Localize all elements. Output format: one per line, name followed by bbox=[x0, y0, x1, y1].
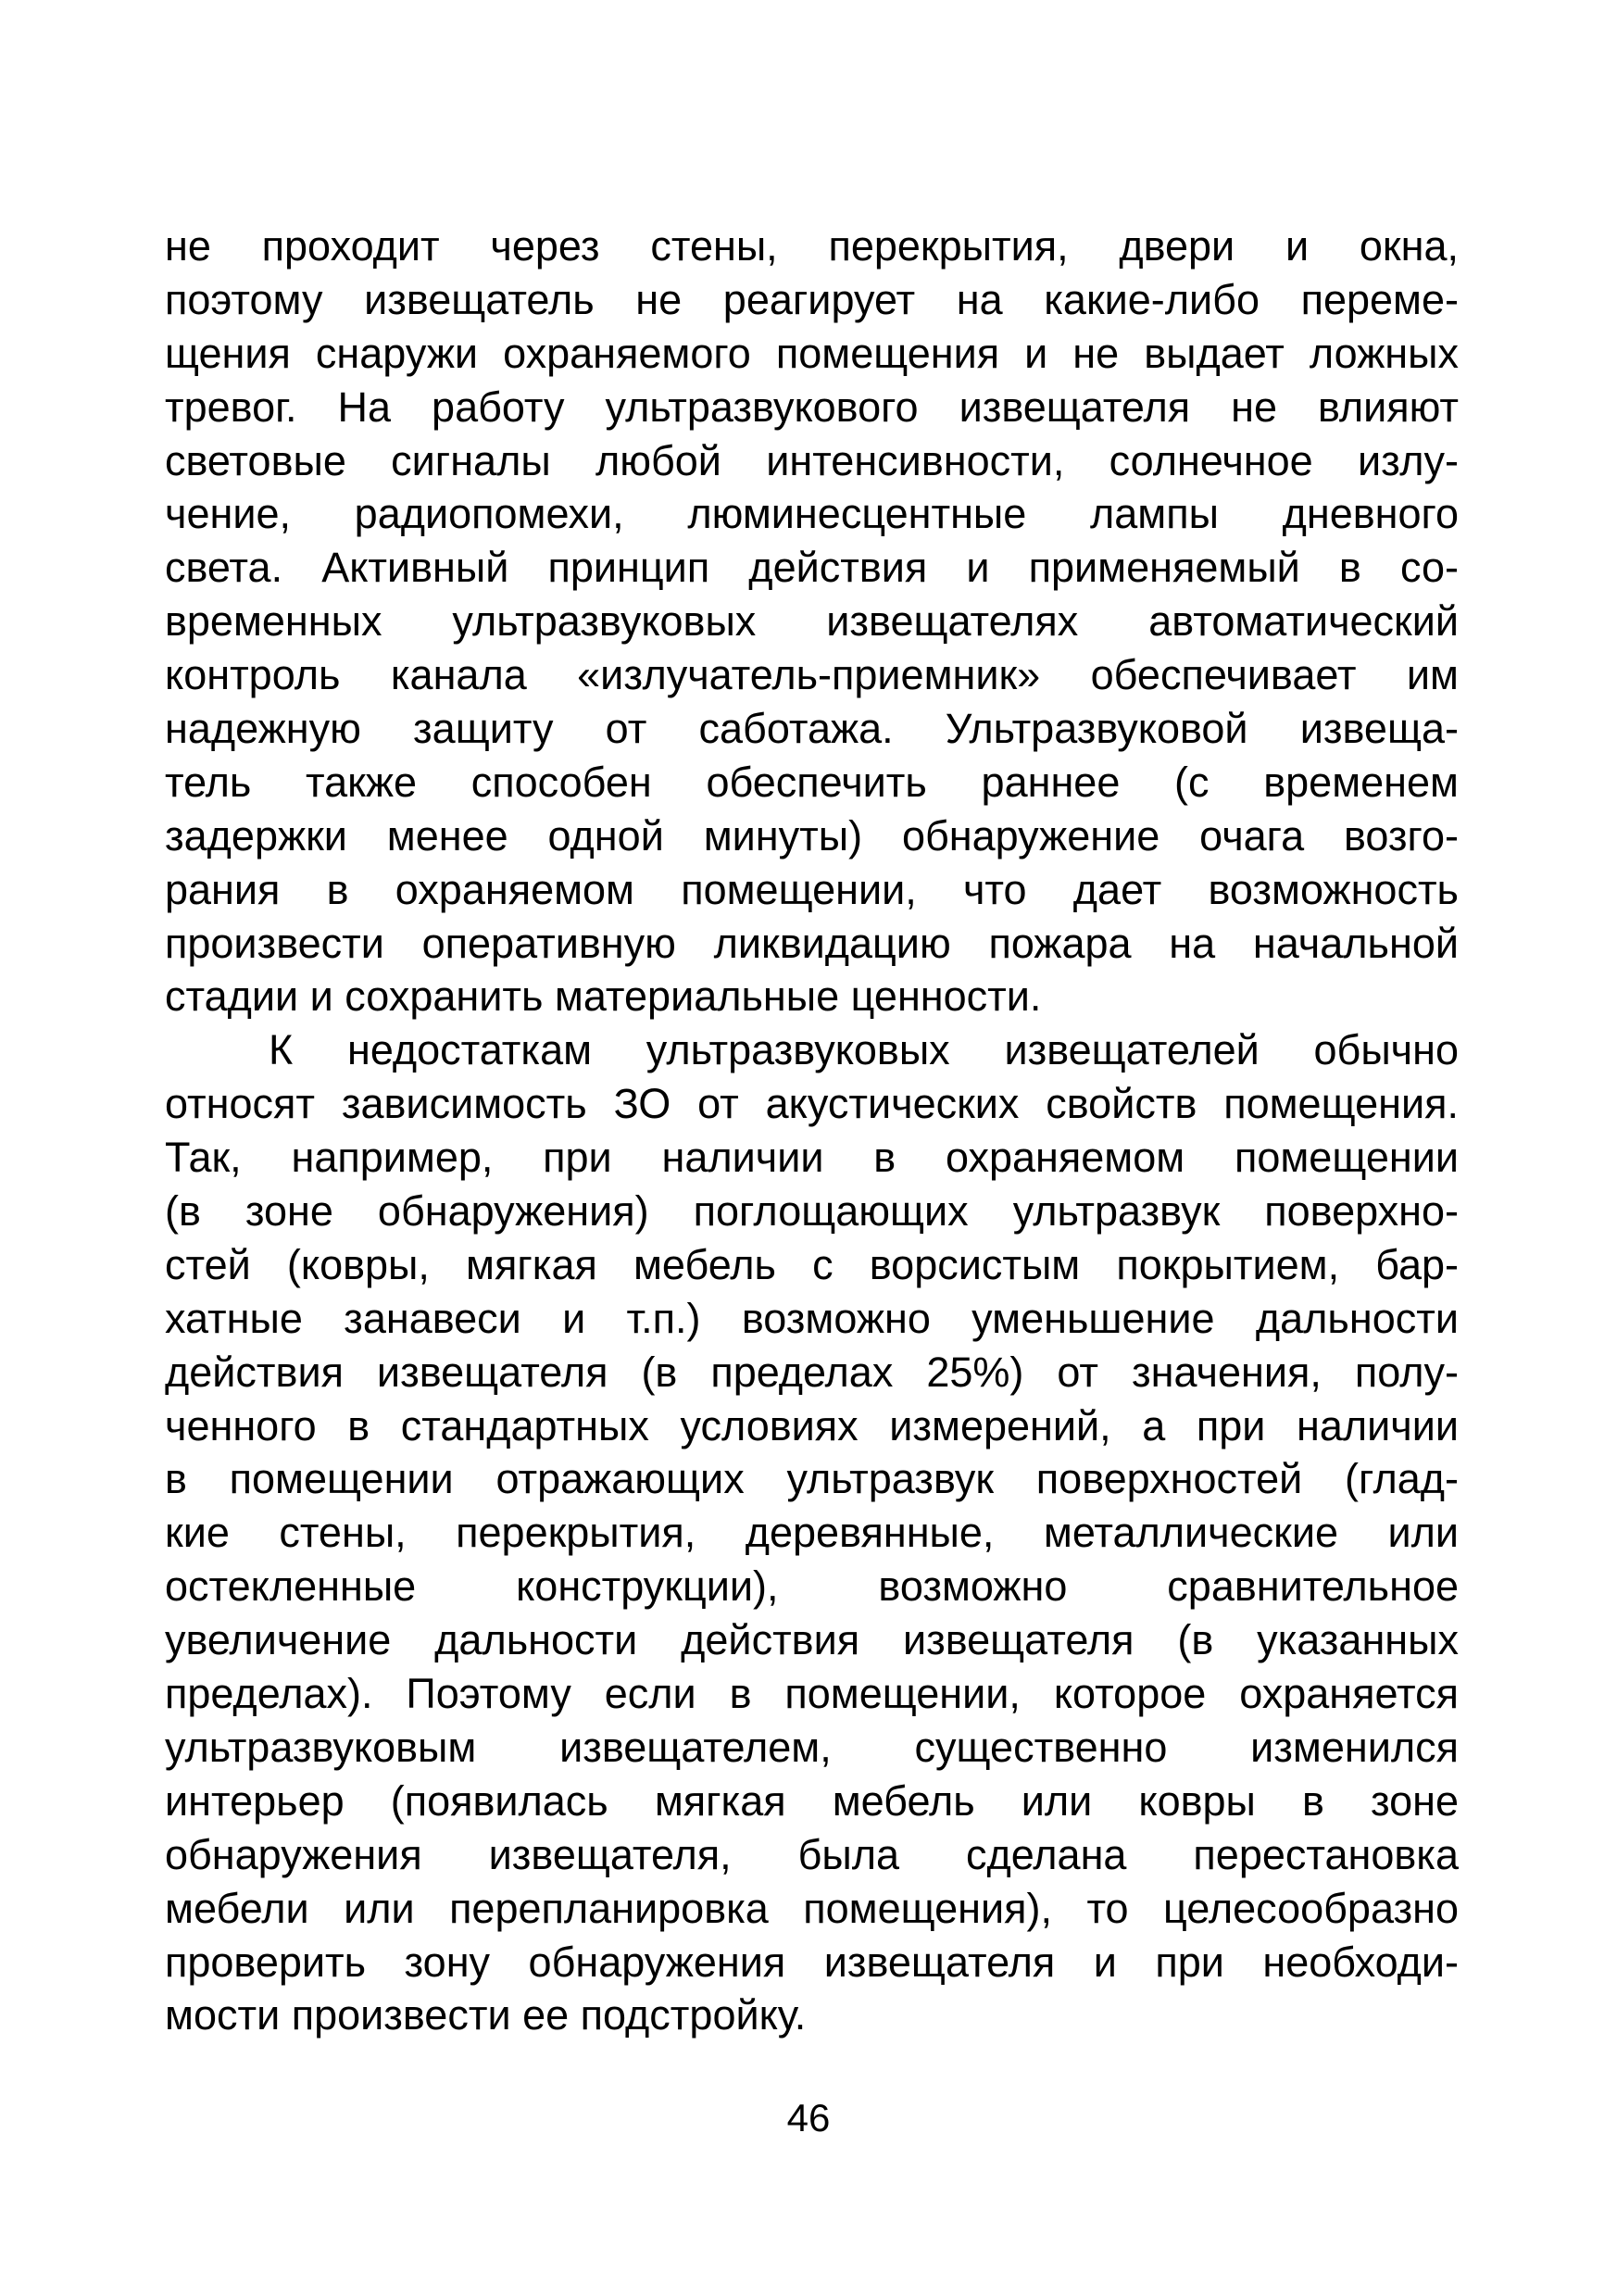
text-line: кие стены, перекрытия, деревянные, металлические или bbox=[165, 1509, 1459, 1557]
text-line: надежную защиту от саботажа. Ультразвуковой извеща- bbox=[165, 705, 1459, 753]
text-line: временных ультразвуковых извещателях автоматический bbox=[165, 597, 1459, 646]
text-line: К недостаткам ультразвуковых извещателей обычно bbox=[269, 1026, 1459, 1074]
text-line: ультразвуковым извещателем, существенно изменился bbox=[165, 1723, 1459, 1771]
text-line: рания в охраняемом помещении, что дает возможность bbox=[165, 865, 1459, 913]
text-line: стей (ковры, мягкая мебель с ворсистым покрытием, бар- bbox=[165, 1240, 1459, 1288]
text-line: мости произвести ее подстройку. bbox=[165, 1991, 807, 2039]
text-line: относят зависимость ЗО от акустических свойств помещения. bbox=[165, 1080, 1459, 1128]
text-line: (в зоне обнаружения) поглощающих ультразвук поверхно- bbox=[165, 1187, 1459, 1236]
text-line: Так, например, при наличии в охраняемом помещении bbox=[165, 1134, 1459, 1182]
text-line: ченного в стандартных условиях измерений, а при наличии bbox=[165, 1401, 1459, 1449]
text-line: стадии и сохранить материальные ценности. bbox=[165, 972, 1042, 1021]
text-line: задержки менее одной минуты) обнаружение очага возго- bbox=[165, 811, 1459, 859]
text-line: поэтому извещатель не реагирует на какие-либо переме- bbox=[165, 275, 1459, 323]
text-line: произвести оперативную ликвидацию пожара на начальной bbox=[165, 919, 1459, 967]
text-line: не проходит через стены, перекрытия, двери и окна, bbox=[165, 222, 1459, 270]
text-line: контроль канала «излучатель-приемник» обеспечивает им bbox=[165, 651, 1459, 699]
text-line: чение, радиопомехи, люминесцентные лампы дневного bbox=[165, 490, 1459, 538]
body-text bbox=[165, 220, 1459, 2042]
text-line: хатные занавеси и т.п.) возможно уменьшение дальности bbox=[165, 1294, 1459, 1342]
text-line: в помещении отражающих ультразвук поверхностей (глад- bbox=[165, 1455, 1459, 1503]
text-line: увеличение дальности действия извещателя (в указанных bbox=[165, 1616, 1459, 1664]
paragraph-1 bbox=[165, 220, 1459, 1023]
text-line: действия извещателя (в пределах 25%) от значения, полу- bbox=[165, 1348, 1459, 1396]
text-line: обнаружения извещателя, была сделана перестановка bbox=[165, 1830, 1459, 1878]
page-number: 46 bbox=[786, 2096, 831, 2139]
text-line: световые сигналы любой интенсивности, солнечное излу- bbox=[165, 436, 1459, 484]
text-line: мебели или перепланировка помещения), то целесообразно bbox=[165, 1884, 1459, 1932]
text-line: тель также способен обеспечить раннее (с временем bbox=[165, 758, 1459, 806]
text-line: пределах). Поэтому если в помещении, которое охраняется bbox=[165, 1670, 1459, 1718]
text-line: тревог. На работу ультразвукового извещателя не влияют bbox=[165, 383, 1459, 431]
text-line: света. Активный принцип действия и применяемый в со- bbox=[165, 544, 1459, 592]
paragraph-2 bbox=[165, 1023, 1459, 2042]
text-line: остекленные конструкции), возможно сравнительное bbox=[165, 1562, 1459, 1611]
text-line: проверить зону обнаружения извещателя и при необходи- bbox=[165, 1938, 1459, 1986]
text-line: щения снаружи охраняемого помещения и не выдает ложных bbox=[165, 329, 1459, 377]
text-line: интерьер (появилась мягкая мебель или ковры в зоне bbox=[165, 1776, 1459, 1825]
